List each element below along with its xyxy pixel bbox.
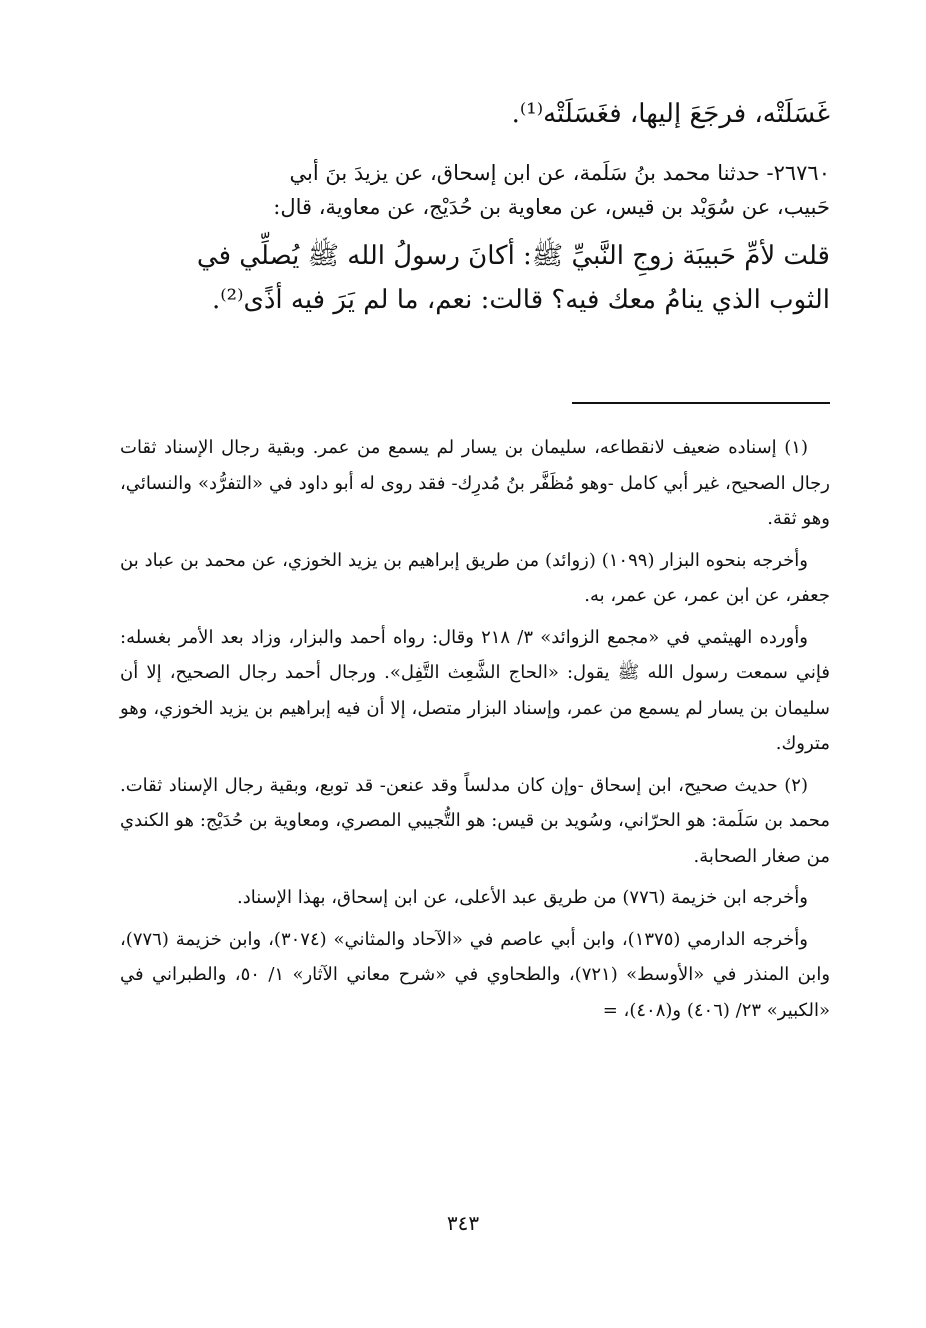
footnote-paragraph: وأخرجه ابن خزيمة (٧٧٦) من طريق عبد الأعلى، عن ابن إسحاق، بهذا الإسناد. [237, 887, 808, 908]
footnote-paragraph: (١) إسناده ضعيف لانقطاعه، سليمان بن يسار لم يسمع من عمر. وبقية رجال الإسناد ثقات رجال الصحيح، غير أبي كامل -وهو مُظَفَّر بنُ مُدرِك- فقد روى له أبو داود في «التفرُّد» والنسائي، وهو ثقة. [120, 437, 830, 529]
footnote-paragraph: وأورده الهيثمي في «مجمع الزوائد» ٣/ ٢١٨ وقال: رواه أحمد والبزار، وزاد بعد الأمر بغسله: فإني سمعت رسول الله ﷺ يقول: «الحاج الشَّعِث التَّفِل». ورجال أحمد رجال الصحيح، إلا أن سليمان بن يسار لم يسمع من عمر، وإسناد البزار متصل، إلا أن فيه إبراهيم بن يزيد الخوزي، وهو متروك. [120, 626, 830, 754]
hadith-matn-line: قلت لأمِّ حَبيبَة زوجِ النَّبيِّ ﷺ: أكانَ رسولُ الله ﷺ يُصلِّي في [196, 241, 830, 271]
main-text [120, 92, 830, 322]
footnote-paragraph: وأخرجه الدارمي (١٣٧٥)، وابن أبي عاصم في «الآحاد والمثاني» (٣٠٧٤)، وابن خزيمة (٧٧٦)، وابن المنذر في «الأوسط» (٧٢١)، والطحاوي في «شرح معاني الآثار» ١/ ٥٠، والطبراني في «الكبير» ٢٣/ (٤٠٦) و(٤٠٨)، = [120, 928, 831, 1021]
hadith-matn-line: الثوب الذي ينامُ معك فيه؟ قالت: نعم، ما لم يَرَ فيه أذًى⁽²⁾. [212, 285, 830, 315]
footnote-paragraph: وأخرجه بنحوه البزار (١٠٩٩) (زوائد) من طريق إبراهيم بن يزيد الخوزي، عن محمد بن عباد بن جعفر، عن ابن عمر، عن عمر، به. [120, 549, 830, 606]
page-number: ٣٤٣ [446, 1211, 480, 1235]
footnote-separator [572, 402, 830, 404]
hadith-isnad-line: حَبيب، عن سُوَيْد بن قيس، عن معاوية بن حُدَيْج، عن معاوية، قال: [273, 195, 830, 219]
hadith-isnad-line: ٢٦٧٦٠- حدثنا محمد بنُ سَلَمة، عن ابن إسحاق، عن يزيدَ بنَ أبي [289, 161, 830, 185]
footnote-paragraph: (٢) حديث صحيح، ابن إسحاق -وإن كان مدلساً وقد عنعن- قد توبع، وبقية رجال الإسناد ثقات. محمد بن سَلَمة: هو الحرّاني، وسُويد بن قيس: هو التُّجيبي المصري، ومعاوية بن حُدَيْج: هو الكندي من صغار الصحابة. [120, 774, 830, 867]
footnotes [120, 430, 830, 1034]
main-text-line: غَسَلَتْه، فرجَعَ إليها، فغَسَلَتْه⁽¹⁾. [511, 99, 830, 129]
